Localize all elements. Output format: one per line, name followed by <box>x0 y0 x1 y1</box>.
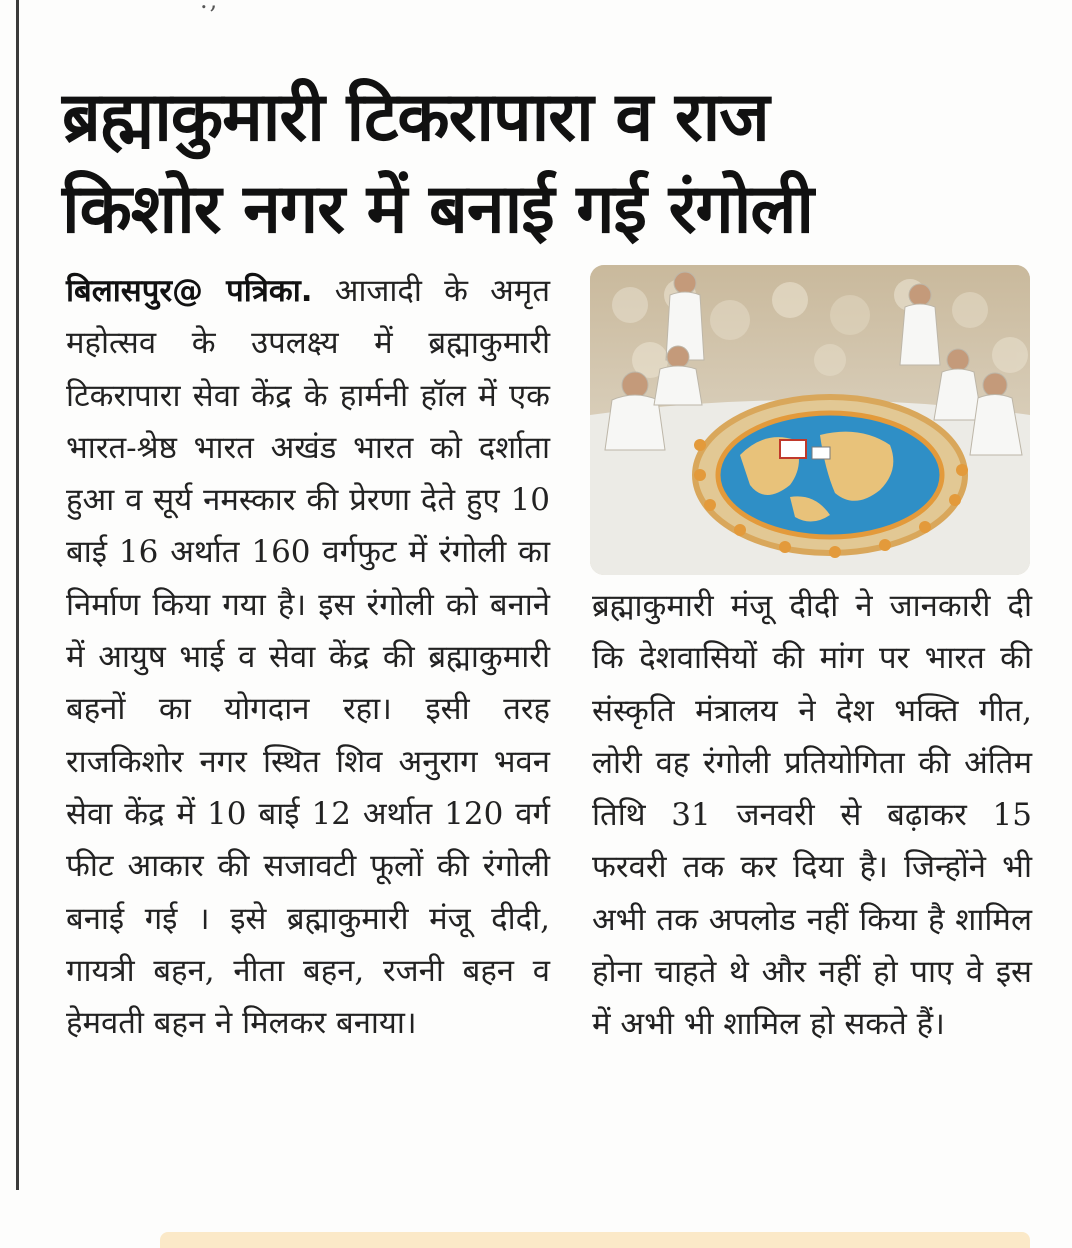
rangoli-photo-illustration <box>590 265 1030 575</box>
rangoli-photo <box>590 265 1030 575</box>
article-body-right-column <box>592 580 1032 1051</box>
previous-article-fragment: ., <box>200 0 220 14</box>
headline-line-2: किशोर नगर में बनाई गई रंगोली <box>62 170 814 249</box>
headline-line-1: ब्रह्माकुमारी टिकरापारा व राज <box>62 78 769 157</box>
body-text-left: आजादी के अमृत महोत्सव के उपलक्ष्य में ब्रह्माकुमारी टिकरापारा सेवा केंद्र के हार्मनी हॉल में एक भारत-श्रेष्ठ भारत अखंड भारत को दर्शाता हुआ व सूर्य नमस्कार की प्रेरणा देते हुए 10 बाई 16 अर्थात 160 वर्गफुट में रंगोली का निर्माण किया गया है। इस रंगोली को बनाने में आयुष भाई व सेवा केंद्र की ब्रह्माकुमारी बहनों का योगदान रहा। इसी तरह राजकिशोर नगर स्थित शिव अनुराग भवन सेवा केंद्र में 10 बाई 12 अर्थात 120 वर्ग फीट आकार की सजावटी फूलों की रंगोली बनाई गई । इसे ब्रह्माकुमारी मंजू दीदी, गायत्री बहन, नीता बहन, रजनी बहन व हेमवती बहन ने मिलकर बनाया। <box>66 273 550 1042</box>
next-article-strip <box>160 1232 1030 1248</box>
headline <box>62 72 1052 256</box>
dateline: बिलासपुर@ पत्रिका. <box>66 273 313 309</box>
body-text-right: ब्रह्माकुमारी मंजू दीदी ने जानकारी दी कि देशवासियों की मांग पर भारत की संस्कृति मंत्रालय ने देश भक्ति गीत, लोरी वह रंगोली प्रतियोगिता की अंतिम तिथि 31 जनवरी से बढ़ाकर 15 फरवरी तक कर दिया है। जिन्होंने भी अभी तक अपलोड नहीं किया है शामिल होना चाहते थे और नहीं हो पाए वे इस में अभी भी शामिल हो सकते हैं। <box>592 588 1032 1043</box>
column-divider-rule <box>16 0 19 1190</box>
article-body-left-column <box>66 265 550 1049</box>
